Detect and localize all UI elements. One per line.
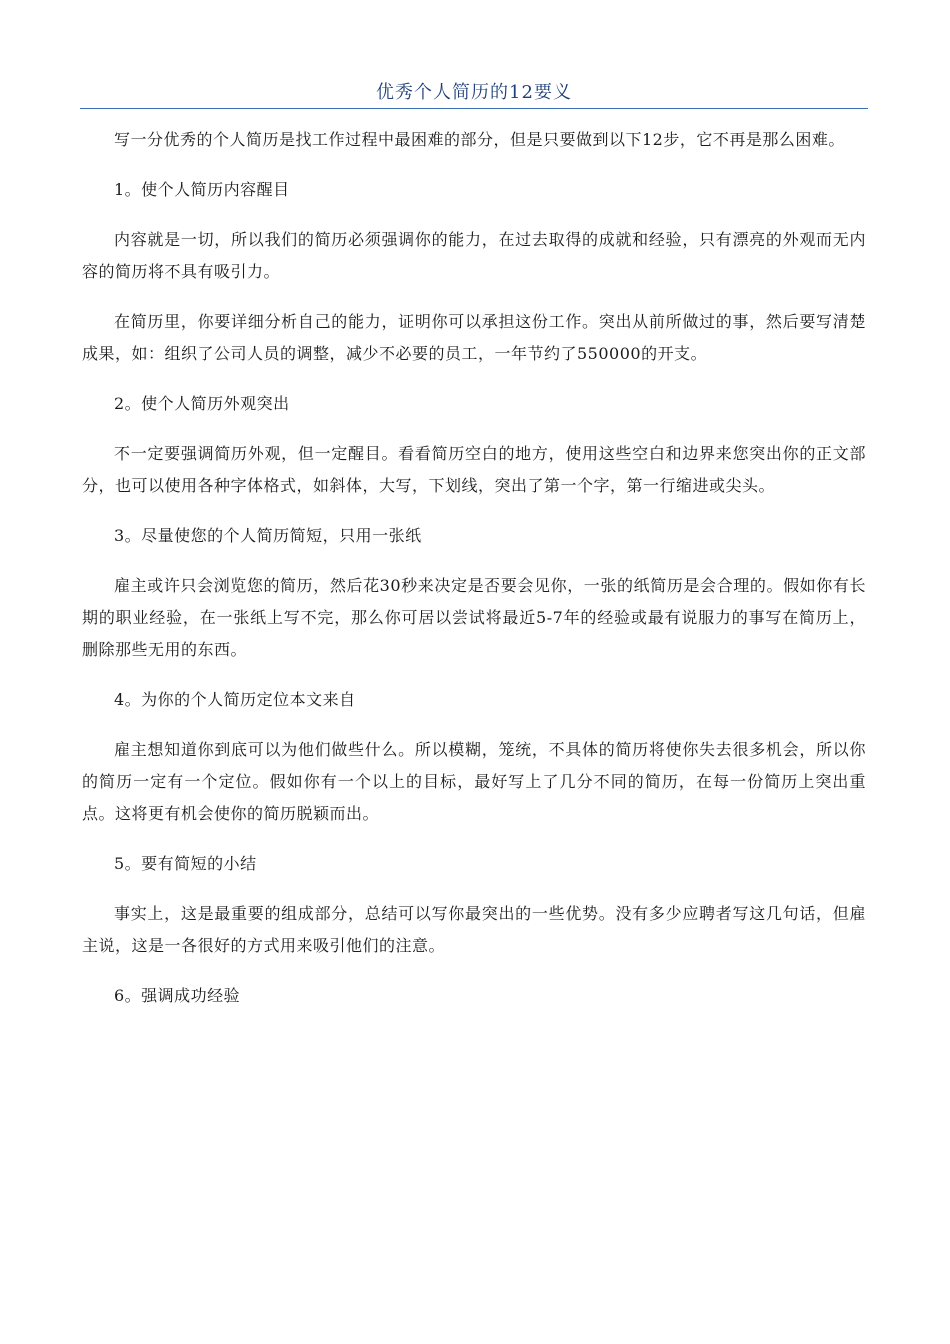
section-3-paragraph-1: 雇主或许只会浏览您的简历，然后花30秒来决定是否要会见你，一张的纸简历是会合理的。假如你有长期的职业经验，在一张纸上写不完，那么你可居以尝试将最近5-7年的经验或最有说服力的事写在简历上，删除那些无用的东西。 <box>82 576 866 659</box>
intro-paragraph: 写一分优秀的个人简历是找工作过程中最困难的部分，但是只要做到以下12步，它不再是那么困难。 <box>114 130 845 149</box>
section-5-paragraph-1: 事实上，这是最重要的组成部分，总结可以写你最突出的一些优势。没有多少应聘者写这几句话，但雇主说，这是一各很好的方式用来吸引他们的注意。 <box>82 904 866 955</box>
section-heading-5: 5。要有简短的小结 <box>114 854 257 873</box>
section-heading-6: 6。强调成功经验 <box>114 986 241 1005</box>
section-1-paragraph-2: 在简历里，你要详细分析自己的能力，证明你可以承担这份工作。突出从前所做过的事，然后要写清楚成果，如：组织了公司人员的调整，减少不必要的员工，一年节约了550000的开支。 <box>82 312 866 363</box>
document-body <box>82 124 866 1030</box>
section-heading-4: 4。为你的个人简历定位本文来自 <box>114 690 356 709</box>
section-4-paragraph-1: 雇主想知道你到底可以为他们做些什么。所以模糊，笼统，不具体的简历将使你失去很多机会，所以你的简历一定有一个定位。假如你有一个以上的目标，最好写上了几分不同的简历，在每一份简历上突出重点。这将更有机会使你的简历脱颖而出。 <box>82 740 866 823</box>
document-title: 优秀个人简历的12要义 <box>376 82 572 103</box>
section-2-paragraph-1: 不一定要强调简历外观，但一定醒目。看看简历空白的地方，使用这些空白和边界来您突出你的正文部分，也可以使用各种字体格式，如斜体，大写，下划线，突出了第一个字，第一行缩进或尖头。 <box>82 444 866 495</box>
section-1-paragraph-1: 内容就是一切，所以我们的简历必须强调你的能力，在过去取得的成就和经验，只有漂亮的外观而无内容的简历将不具有吸引力。 <box>82 230 866 281</box>
section-heading-3: 3。尽量使您的个人简历简短，只用一张纸 <box>114 526 422 545</box>
title-underline <box>80 108 868 109</box>
section-heading-1: 1。使个人简历内容醒目 <box>114 180 290 199</box>
section-heading-2: 2。使个人简历外观突出 <box>114 394 290 413</box>
